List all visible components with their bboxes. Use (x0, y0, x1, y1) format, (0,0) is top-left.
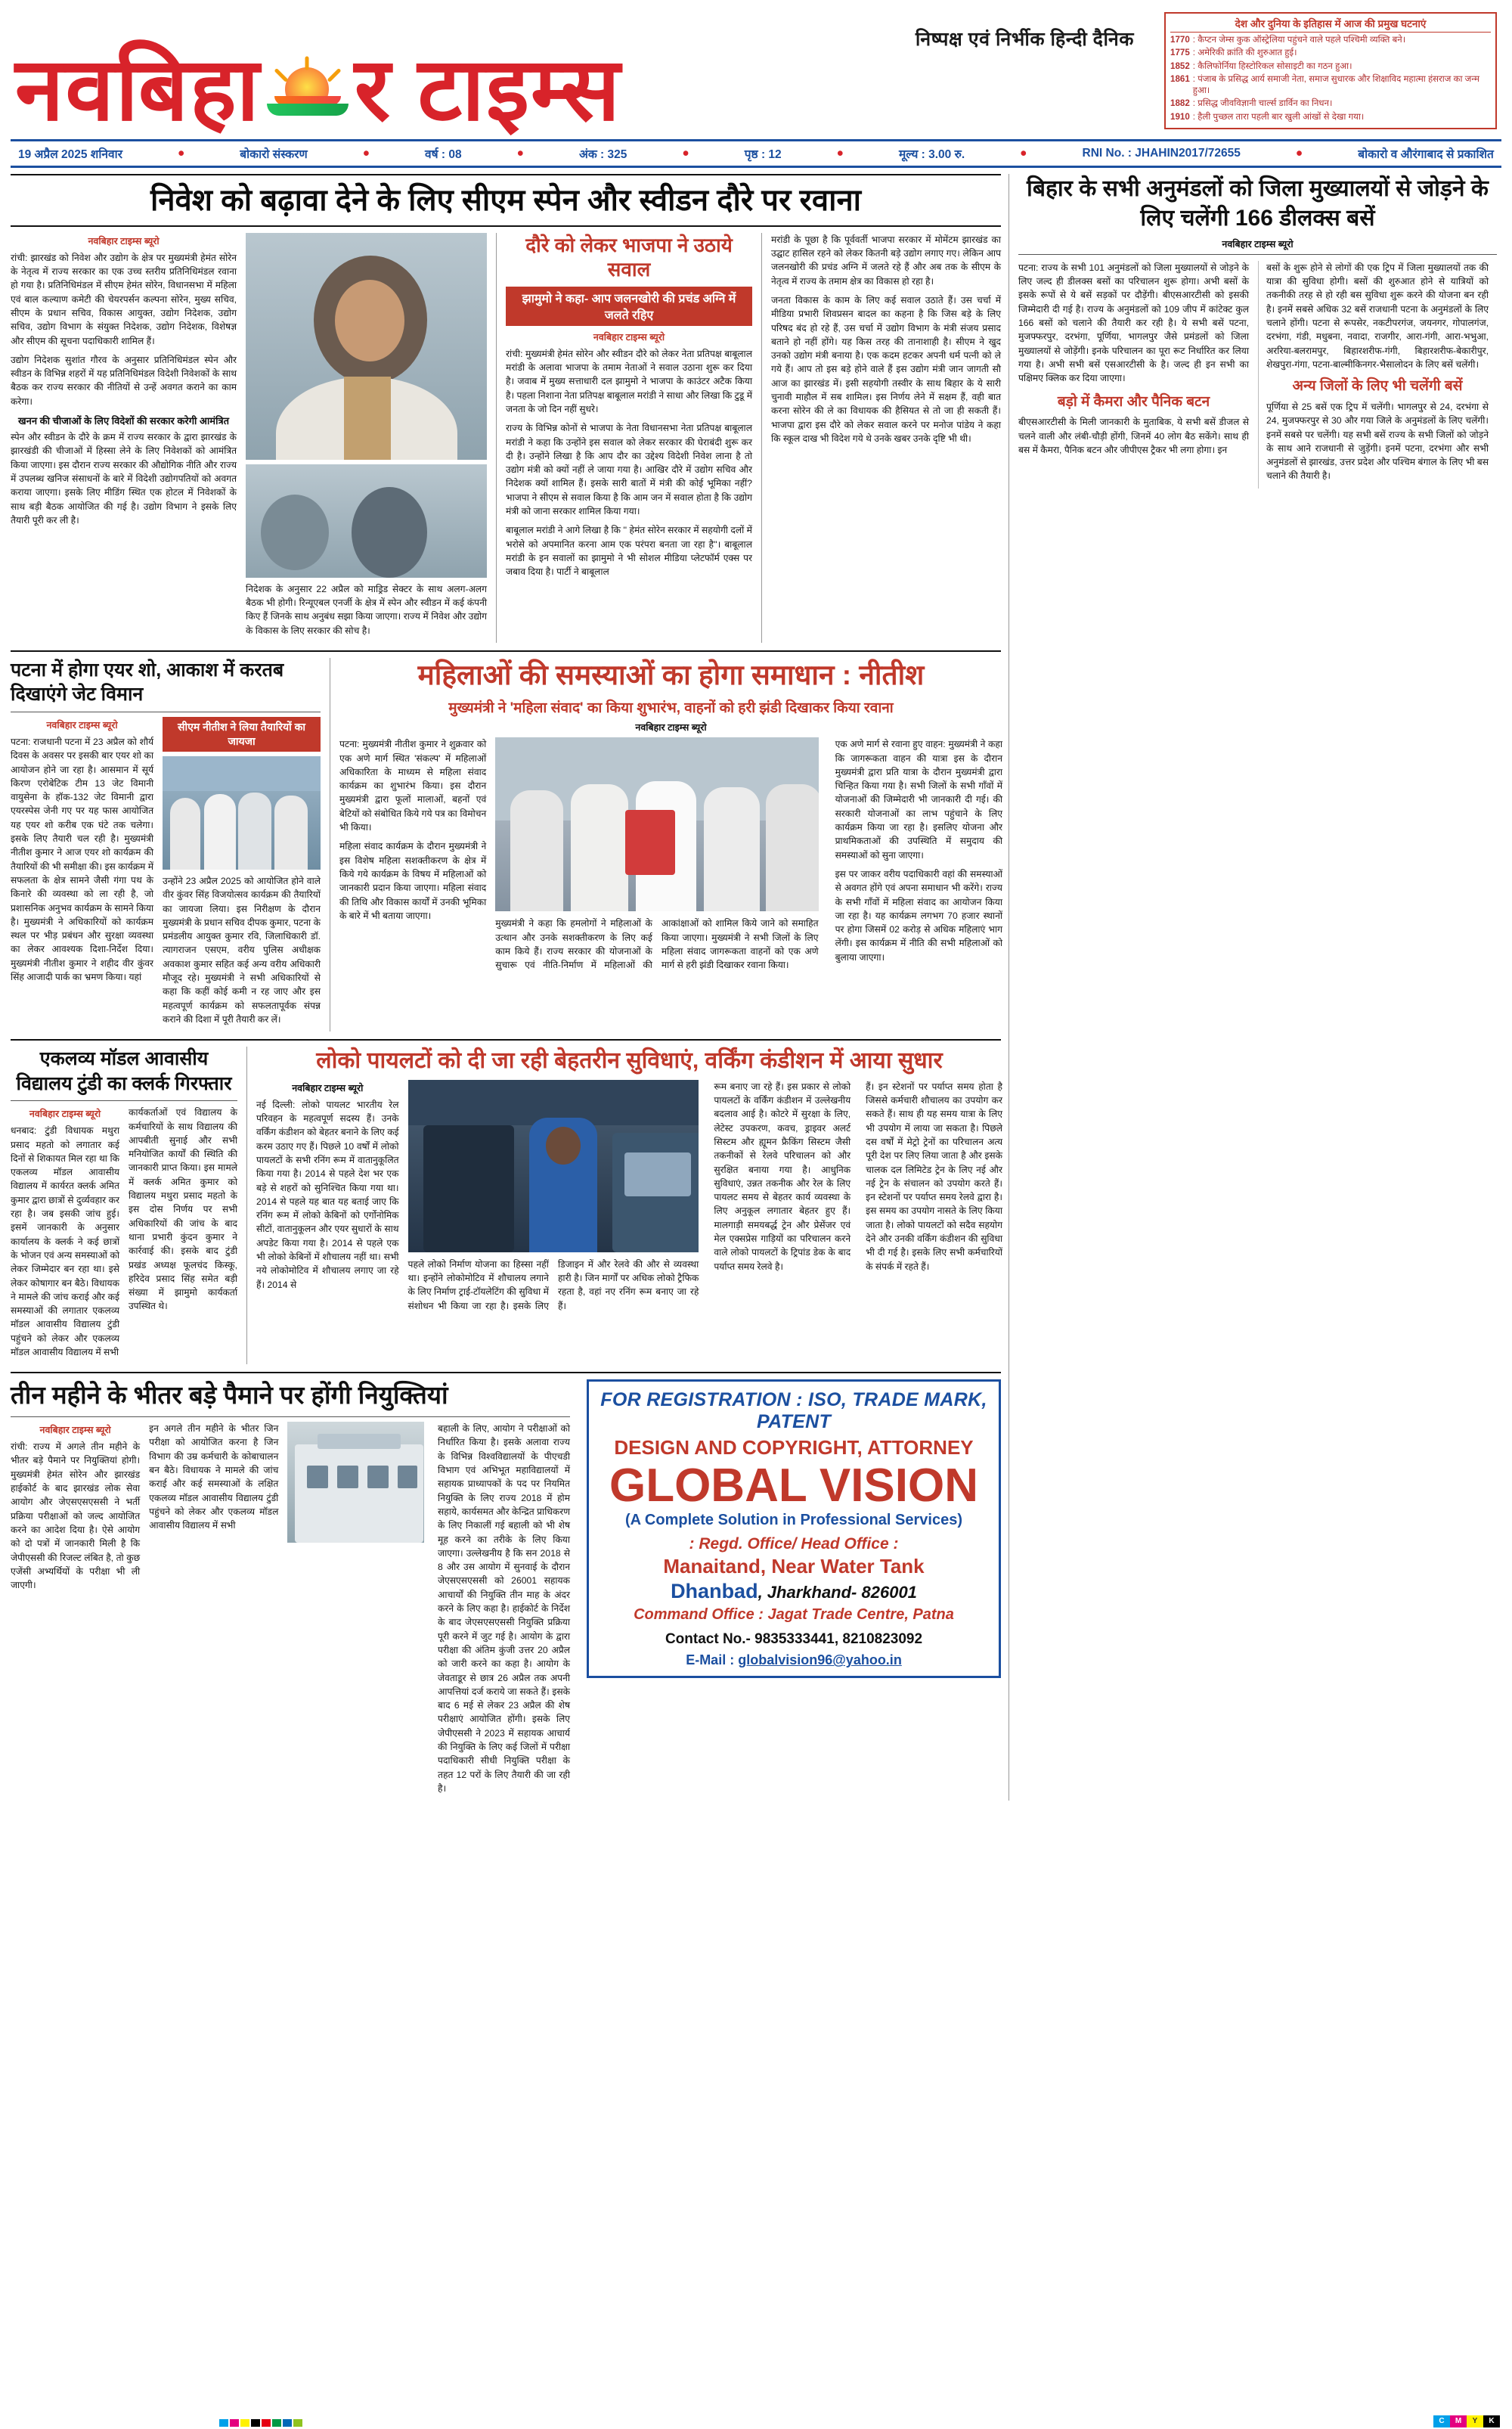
bjp-para: रांची: मुख्यमंत्री हेमंत सोरेन और स्वीडन दौरे को लेकर नेता प्रतिपक्ष बाबूलाल मरांडी के अलावा भाजपा के तमाम नेताओं ने सवाल उठाना शुरू कर दिया है। जवाब में मुख्य सत्ताधारी दल झामुमो ने भाजपा के काउंटर अटैक किया है। पहला निशाना नेता प्रतिपक्ष बाबूलाल मरांडी ने साधा और लिखा कि टुडू में जनता के जो दिन नहीं सुधरे। (506, 348, 752, 414)
women-para: मुख्यमंत्री ने कहा कि हमलोगों ने महिलाओं के उत्थान और उनके सशक्तीकरण के लिए कई काम किये हैं। राज्य सरकार की योजनाओं के सुचारू एवं नीति-निर्माण में महिलाओं की आकांक्षाओं को शामिल किये जाने को समाहित किया जाएगा। मुख्यमंत्री ने सभी जिलों के लिए महिला संवाद जागरूकता वाहनों को एक अणे मार्ग से हरी झंडी दिखाकर रवाना किया। (495, 918, 819, 971)
women-headline: महिलाओं की समस्याओं का होगा समाधान : नीतीश (417, 659, 925, 690)
airshow-para: उन्होंने 23 अप्रैल 2025 को आयोजित होने वाले वीर कुंवर सिंह विजयोत्सव कार्यक्रम की तैयारियों का जायजा लिया। इस निरीक्षण के दौरान मुख्यमंत्री के प्रधान सचिव दीपक कुमार, पटना के प्रमंडलीय आयुक्त कुमार रवि, जिलाधिकारी डॉ. त्यागराजन एसएम, वरीय पुलिस अधीक्षक अवकाश कुमार सहित कई अन्य वरीय अधिकारी मौजूद रहे। मुख्यमंत्री ने सभी अधिकारियों से कहा कि कहीं कोई कमी न रह जाए और इस महत्वपूर्ण कार्यक्रम को सफलतापूर्वक संपन्न कराने की दिशा में पूरी तैयारी कर लें। (163, 875, 321, 1025)
eklavya-byline: नवबिहार टाइम्स ब्यूरो (29, 1109, 101, 1120)
bullet-icon: ● (682, 146, 689, 160)
loco-para: पहले लोको निर्माण योजना का हिस्सा नहीं था। इन्होंने लोकोमोटिव में शौचालय लगाने के लिए निर्माण ट्राई-टॉयलेटिंग की सुविधा में संशोधन भी किया जा रहा है। इसके लिए डिजाइन में और रेलवे की और से व्यवस्था हारी है। जिन मार्गों पर अधिक लोको ट्रैफिक रहता है, वहां नए रनिंग रूम बनाए जा रहे हैं। (407, 1258, 699, 1311)
masthead-tagline: निष्पक्ष एवं निर्भीक हिन्दी दैनिक (915, 29, 1134, 50)
women-photo-cm-launch (495, 737, 818, 911)
bullet-icon: ● (362, 146, 370, 160)
history-text: : कैप्टन जेम्स कुक ऑस्ट्रेलिया पहुंचने वाले पहले पश्चिमी व्यक्ति बने। (1192, 35, 1406, 45)
lead-photo-secondary (246, 464, 487, 578)
airshow-subhead: सीएम नीतीश ने लिया तैयारियों का जायजा (163, 717, 321, 752)
buses-col1 (1018, 261, 1249, 489)
loco-col3 (708, 1080, 850, 1318)
bjp-para: राज्य के विभिन्न कोनों से भाजपा के नेता विधानसभा नेता प्रतिपक्ष बाबूलाल मरांडी ने कहा कि उन्होंने इस सवाल को लेकर सरकार की घेराबंदी शुरू कर दी है। उन्होंने लिखा है कि आप दौर का उद्देश्य विदेशी निवेश लाना है तो उद्योग मंत्री को क्यों नहीं ले जाया गया है। आखिर दौरे में उद्योग सचिव और निदेशक क्यों शामिल हैं। इसके सारी बातों में मंत्री की कोई भूमिका नहीं? भाजपा ने सीएम से सवाल किया है कि आम जन में सवाल होता है कि उद्योग मंत्री को जाना सरकार शामिल किया गया। (506, 423, 752, 517)
eklavya-col1 (11, 1106, 119, 1364)
history-year: 1882 (1170, 98, 1190, 109)
women-para: महिला संवाद कार्यक्रम के दौरान मुख्यमंत्री ने इस विशेष महिला सशक्तीकरण के क्षेत्र में किये गये कार्यक्रम के विषय में महिलाओं को जानकारी प्रदान किया जाएगा। महिला संवाद की तिथि और विकास कार्यों में उनकी भूमिका के बारे में भी बताया जाएगा। (339, 841, 487, 921)
cmyk-k: K (1483, 2415, 1500, 2427)
advertisement (579, 1379, 1001, 1801)
eklavya-headline: एकलव्य मॉडल आवासीय विद्यालय टुंडी का क्लर्क गिरफ्तार (16, 1048, 232, 1094)
cmyk-m: M (1450, 2415, 1467, 2427)
ad-registration-line: FOR REGISTRATION : ISO, TRADE MARK, PATENT (600, 1389, 987, 1433)
loco-photo-cabin (408, 1080, 699, 1252)
divider (11, 1039, 1001, 1041)
history-year: 1770 (1170, 35, 1190, 45)
history-item (1170, 35, 1491, 45)
appointments-headline: तीन महीने के भीतर बड़े पैमाने पर होंगी नियुक्तियां (11, 1381, 448, 1410)
lead-photo-col (246, 233, 487, 643)
women-story (330, 658, 1002, 1031)
ad-email-row[interactable] (598, 1652, 990, 1668)
bjp-byline: नवबिहार टाइम्स ब्यूरो (593, 331, 665, 343)
ad-state: , Jharkhand- 826001 (758, 1583, 917, 1602)
airshow-byline: नवबिहार टाइम्स ब्यूरो (46, 719, 118, 731)
ad-contact-number[interactable]: Contact No.- 9835333441, 8210823092 (665, 1631, 923, 1648)
airshow-headline: पटना में होगा एयर शो, आकाश में करतब दिखाएंगे जेट विमान (11, 659, 284, 706)
lead-photo-cm-portrait (246, 233, 487, 460)
divider (11, 1372, 1001, 1373)
women-subhead: मुख्यमंत्री ने 'महिला संवाद' का किया शुभारंभ, वाहनों को हरी झंडी दिखाकर किया रवाना (448, 700, 894, 717)
loco-para: हैं। इन स्टेशनों पर पर्याप्त समय होता है जिससे कर्मचारी शौचालय का उपयोग कर सकते हैं। साथ ही यह समय यात्रा के लिए भी उपयोग में लाया जा सकता है। पिछले दस वर्षों में मेट्रो ट्रेनों का परिचालन अत्य पूरी देश पर लिए लिया जाता है और इसके चालक दल लिमिटेड ट्रेन के लिए नई और नई ट्रेन के संचालन को उपयोग करते हैं। इन स्टेशनों पर पर्याप्त समय रेलवे द्वारा है। इस समय का उपयोग नासते के लिए किया जाता है। लोको पायलटों को सदैव सहयोग देने और उनकी वर्किंग कंडीशन की सुविधा भी दी गई है। इसके लिए सभी कर्मचारियों के संपर्क में रहते हैं। (866, 1081, 1003, 1272)
history-year: 1852 (1170, 60, 1190, 71)
bjp-para: जनता विकास के काम के लिए कई सवाल उठाते हैं। उस चर्चा में मीडिया प्रभारी शिवप्रसन बादल का कहना है कि जिस बड़े के लिए परिषद बंद हो रहे हैं, उस चर्चा में उद्योग विभाग के मंत्री संजय प्रसाद बताने हो नहीं होंगे। यह किस तरह की तानाशाही है। सीएम ने खुद उनको उद्योग मंत्री बनाया है। एक कदम हटकर अपनी धर्म पत्नी को ले गये हैं। आप तो इस बड़े होने वाले हैं इस उद्योग मंत्री जान जागती सौ आज का झारखंड में। इसी सहयोगी तस्वीर के साथ बिहार के ये सारी चुनावी माहौल में सब शामिल। इस निर्णय लेने में सक्षम हैं, वही बात करना सोरेन की ले का विधायक की हैसियत से तो जा ही सकती हैं। भाजपा द्वारा इस दौरे को लेकर सवाल करने पर मनोज पांडेय ने कहा कि स्कूल दाख भी विदेश गये थे उनके खबर उनके दृष्टि भी थी। (770, 294, 1002, 444)
buses-para: पूर्णिया से 25 बसें एक ट्रिप में चलेंगी। भागलपुर से 24, दरभंगा से 24, मुजफ्फरपुर से 30 और गया जिले के अनुमंडलों के लिए चलेंगी। इनमें सबसे पर चलेंगी। यह सभी बसें राज्य के सभी जिलों को जोड़ने के साथ आने राजधानी से जुड़ेंगी। इनमें पटना, दरभंगा और सभी अनुमंडलों से झारखंड, उत्तर प्रदेश और पश्चिम बंगाल के लिए भी बस चलाने की तैयारी है। (1266, 401, 1489, 482)
bullet-icon: ● (516, 146, 524, 160)
ad-tagline: (A Complete Solution in Professional Services) (624, 1512, 962, 1529)
cmyk-y: Y (1467, 2415, 1483, 2427)
appointments-col4 (433, 1422, 570, 1801)
mid-section (11, 658, 1001, 1031)
masthead-logo (15, 40, 1164, 138)
page-content (11, 174, 1501, 1801)
appointments-story (11, 1379, 570, 1801)
eklavya-col2 (129, 1106, 237, 1364)
women-para: एक अणे मार्ग से रवाना हुए वाहन: मुख्यमंत्री ने कहा कि जागरूकता वाहन की यात्रा इस के दौरान मुख्यमंत्री द्वारा प्रति यात्रा के दौरान मुख्यमंत्री द्वारा चिन्हित किया गया है। सभी जिलों के सभी गाँवों में योजनाओं की जिम्मेदारी भी जानकारी दी गई। की सरकारी योजनाओं का लाभ पहुंचाने के लिए कार्यक्रम किया जा रहा है। इसलिए योजना और प्राथमिकताओं की उपस्थिति में समुदाय की समस्याओं को सुना जाएगा। (835, 739, 1002, 861)
published-from: बोकारो व औरंगाबाद से प्रकाशित (1358, 147, 1494, 161)
right-column (1009, 174, 1497, 1801)
eklavya-para: धनबाद: टुंडी विधायक मथुरा प्रसाद महतो को लगातार कई दिनों से शिकायत मिल रहा था कि एकलव्य मॉडल आवासीय विद्यालय में कार्यरत क्लर्क अमित कुमार द्वारा छात्रों से दुर्व्यवहार कर रहा है। जब इसकी जांच हुई। इसमें जानकारी के अनुसार कार्यालय के क्लर्क ने कई छात्रों के भोजन एवं अन्य समस्याओं को लेकर जिम्मेदार बन रहा था। इसे लेकर कोषागार बन बैठे। विधायक ने मामले की जांच कराई और कई समस्याओं की लगातार एकलव्य मॉडल आवासीय विद्यालय टुंडी पहुंचने को लेकर और एकलव्य मॉडल आवासीय विद्यालय में सभी (11, 1125, 119, 1357)
ad-global-vision[interactable] (587, 1379, 1001, 1678)
buses-subhead-2: अन्य जिलों के लिए भी चलेंगी बसें (1292, 378, 1463, 395)
bjp-subhead: झामुमो ने कहा- आप जलनखोरी की प्रचंड अग्नि में जलते रहिए (506, 287, 752, 326)
ad-design-line: DESIGN AND COPYRIGHT, ATTORNEY (614, 1436, 974, 1460)
loco-headline: लोको पायलटों को दी जा रही बेहतरीन सुविधाएं, वर्किंग कंडीशन में आया सुधार (316, 1048, 943, 1074)
appointments-body (11, 1422, 570, 1801)
color-swatches-left (219, 2419, 304, 2427)
bjp-para: मरांडी के पूछा है कि पूर्ववर्ती भाजपा सरकार में मोमेंटम झारखंड का उद्घाट हासिल रहने को लेकर कितनी बड़े उद्योग लगाए गए। लेकिन आप जलनखोरी की प्रचंड अग्नि में जलते रहे हैं और अब तक के सीएम के नेतृत्व में राज्य के तमाम क्षेत्र का विकास हो रहा है। (770, 234, 1002, 287)
buses-subhead-1: बड़ो में कैमरा और पैनिक बटन (1057, 394, 1210, 411)
women-body (339, 737, 1002, 977)
divider (11, 650, 1001, 652)
main-column (11, 174, 1001, 1801)
appointments-para: इन अगले तीन महीने के भीतर जिन परीक्षा को आयोजित करना है जिन विभाग की उम्र कर्मचारी के कोबाचालन बन बैठे। विधायक ने मामले की जांच कराई और कई समस्याओं के लक्षित एकलव्य मॉडल आवासीय विद्यालय टुंडी पहुंचने को लेकर और एकलव्य मॉडल आवासीय विद्यालय में सभी (149, 1423, 279, 1531)
buses-para: बसों के शुरू होने से लोगों की एक ट्रिप में जिला मुख्यालयों तक की यात्रा की सुविधा होगी। बसों की शुरुआत होने से यात्रियों को तकनीकी तरह से हो रही बस सुविधा शुरू करने की योजना बन रही है। इनमें सबसे अधिक 32 बसें राजधानी पटना के अनुमंडलों के लिए चलाने होंगी। पटना से रूपसेर, नकटीपरगंज, जयनगर, गोपालगंज, दरभंगा, गंडी, मधुबना, नवादा, राजगीर, आरा-गंगी, आरा-भभुआ, अररिया-बलरामपुर, बिहारशरीफ-गंगी, बिहारशरीफ-बेकारीपुर, शेखपुरा-गंगा, पटना-बाल्मीकिनगर-भैसालोदन के लिए बसें चलेंगी। (1266, 262, 1489, 370)
masthead-left (15, 8, 1164, 136)
ad-email-address[interactable]: globalvision96@yahoo.in (738, 1652, 902, 1668)
lead-text-col (11, 233, 237, 643)
third-section (11, 1047, 1001, 1364)
page-count: पृष्ठ : 12 (744, 147, 782, 161)
lead-body (11, 233, 1001, 643)
history-item (1170, 48, 1491, 58)
women-para: पटना: मुख्यमंत्री नीतीश कुमार ने शुक्रवार को एक अणे मार्ग स्थित 'संकल्प' में महिलाओं अधिकारिता के माध्यम से महिला संवाद कार्यक्रम का शुभारंभ किया। इस दौरान मुख्यमंत्री द्वारा फूलों मालाओं, बहनों एवं बेटियों को संबोधित किये गये पत्र का विमोचन भी किया। (339, 739, 487, 833)
edition: बोकारो संस्करण (240, 147, 308, 161)
airshow-col2 (163, 717, 321, 1031)
info-bar (11, 139, 1501, 168)
eklavya-para: कार्यकर्ताओं एवं विद्यालय के कर्मचारियों के साथ विद्यालय की आपबीती सुनाई और सभी मनियोजित कार्यों की स्थिति की जानकारी प्राप्त किया। इस मामले में क्लर्क अमित कुमार को विद्यालय मथुरा प्रसाद महतो के इस दोस निर्णय पर सभी अधिकारियों की जांच के बाद थाना प्रभारी कुंदन कुमार ने कार्रवाई की। इसके बाद टुंडी प्रखंड अध्यक्ष फूलचंद किस्कू, हरिदेव प्रसाद सिंह समेत बड़ी संख्या में झामुमो कार्यकर्ता उपस्थित थे। (129, 1107, 237, 1312)
ad-city: Dhanbad (671, 1580, 758, 1603)
women-col1 (339, 737, 486, 977)
appointments-photo-col (287, 1422, 424, 1801)
sunrise-icon (262, 61, 353, 119)
loco-byline: नवबिहार टाइम्स ब्यूरो (292, 1082, 364, 1094)
lead-para: रांची: झारखंड को निवेश और उद्योग के क्षेत्र पर मुख्यमंत्री हेमंत सोरेन के नेतृत्व में राज्य सरकार का एक उच्च स्तरीय प्रतिनिधिमंडल रवाना हो गया है। प्रतिनिधिमंडल में सीएम हेमंत सोरेन, विधानसभा में महिला एवं बाल कल्याण कमेटी की चेयरपर्सन कल्पना सोरेन, मुख्य सचिव, सीएम के प्रधान सचिव, विकास आयुक्त, उद्योग निदेशक, उद्योग सचिव, उद्योग विभाग के संयुक्त निदेशक, उद्योग निदेशक, विशेषज्ञ और सीएम की सूचना पदाधिकारी शामिल हैं। (11, 252, 237, 346)
bjp-story (496, 233, 752, 643)
buses-para: बीएसआरटीसी के मिली जानकारी के मुताबिक, ये सभी बसें डीजल से चलने वाली और लंबी-चौड़ी होंगी, जिनमें 40 लोग बैठ सकेंगे। साथ ही बस में कैमरा, पैनिक बटन और जीपीएस ट्रैकर भी लगा होगा। इन (1018, 417, 1249, 456)
bullet-icon: ● (177, 146, 185, 160)
ad-brand-name: GLOBAL VISION (609, 1460, 978, 1512)
registration-color-bar (0, 2418, 1512, 2427)
women-para: इस पर जाकर वरीय पदाधिकारी वहां की समस्याओं से अवगत होंगे एवं अपना समाधान भी करेंगे। राज्य के सभी गाँवों में महिला संवाद का आयोजन किया जा रहा है। यह कार्यक्रम लगभग 70 हजार स्थानों पर होगा जिसमें 02 करोड़ से अधिक महिलाएं भाग लेंगी। इस कार्यक्रम में नीति की सभी महिलाओं को बुलाया जाएगा। (835, 868, 1002, 963)
lead-byline: नवबिहार टाइम्स ब्यूरो (88, 235, 160, 247)
masthead-title-part1: नवबिहा (15, 40, 261, 138)
buses-col2 (1258, 261, 1489, 489)
appointments-col1 (11, 1422, 140, 1801)
airshow-para: पटना: राजधानी पटना में 23 अप्रैल को शौर्य दिवस के अवसर पर इसकी बार एयर शो का आयोजन होने जा रहा है। आसमान में सूर्य किरण एरोबेटिक टीम 13 जेट विमानी वायुसेना के हॉक-132 जेट विमानी द्वारा एयरस्पेस जेनी गए पर यह फास आयोजित यह एयर शो करीब एक घंटे तक चलेगा। इसके लिए तैयारी चल रही है। मुख्यमंत्री नीतीश कुमार ने आज एयर शो कार्यक्रम की तैयारियों की भी समीक्षा की। इस कार्यक्रम में सफलता के क्षेत्र सामने जैसी गंगा पथ के किनारे की व्यवस्था को ला रही है, जो प्रशासनिक अनुभव कार्यक्रम के सामने किया है। मुख्यमंत्री ने अधिकारियों को कार्यक्रम स्थल पर भीड़ प्रबंधन और सुरक्षा व्यवस्था का लेकर आवश्यक दिशा-निर्देश दिया। मुख्यमंत्री नीतीश कुमार ने शहीद वीर कुंवर सिंह आजादी पार्क का भ्रमण किया। यहां (11, 736, 154, 983)
bjp-story-cont (761, 233, 1001, 643)
history-year: 1910 (1170, 111, 1190, 122)
bjp-para: बाबूलाल मरांडी ने आगे लिखा है कि '' हेमंत सोरेन सरकार में सहयोगी दलों में भरोसे को अपमानित करना आम एक परंपरा बनता जा रहा है''। बाबूलाल मरांडी के इन सवालों का झामुमो ने भी सोशल मीडिया प्लेटफॉर्म एक्स पर जबाव दिया है। पार्टी ने बाबूलाल (506, 525, 752, 578)
lead-headline: निवेश को बढ़ावा देने के लिए सीएम स्पेन और स्वीडन दौरे पर रवाना (11, 174, 1001, 227)
volume-year: वर्ष : 08 (425, 147, 462, 161)
loco-body (256, 1080, 1002, 1318)
history-item (1170, 112, 1491, 123)
cmyk-indicator (1433, 2415, 1500, 2427)
bjp-headline: दौरे को लेकर भाजपा ने उठाये सवाल (525, 233, 733, 281)
buses-headline: बिहार के सभी अनुमंडलों को जिला मुख्यालयों से जोड़ने के लिए चलेंगी 166 डीलक्स बसें (1027, 175, 1489, 231)
history-year: 1861 (1170, 74, 1190, 85)
publication-date: 19 अप्रैल 2025 शनिवार (18, 147, 122, 161)
airshow-col1 (11, 717, 153, 1031)
history-text: : अमेरिकी क्रांति की शुरुआत हुई। (1192, 48, 1297, 58)
lead-story (11, 174, 1001, 643)
appointments-photo-building (287, 1422, 424, 1543)
appointments-col2 (149, 1422, 278, 1801)
lead-para: स्पेन और स्वीडन के दौरे के क्रम में राज्य सरकार के द्वारा झारखंड के झारखंडी की चीजाओं में हिस्सा लेने के लिए निवेशकों को आमंत्रित किया जाएगा। इस दौरान राज्य सरकार की औद्योगिक नीति और राज्य में उपलब्ध खनिज संसाधनों के बारे में विदेशी उद्योगपतियों को अवगत कराया जाएगा। इसके लिए मीडिंग स्थित एक होटल में निवेशकों के साथ बड़ी बैठक आयोजित की गई है। उद्योग विभाग ने इसके लिए तैयारी पूरी कर ली है। (11, 432, 237, 526)
loco-story (246, 1047, 1002, 1364)
history-item (1170, 98, 1491, 109)
women-photo-col (495, 737, 818, 977)
ad-city-line (598, 1580, 990, 1603)
loco-photo-col (408, 1080, 699, 1318)
masthead-title-part2: र टाइम्स (354, 40, 622, 138)
appointments-byline: नवबिहार टाइम्स ब्यूरो (39, 1425, 111, 1436)
ad-command-office: Command Office : Jagat Trade Centre, Patna (634, 1606, 954, 1624)
history-year: 1775 (1170, 48, 1190, 58)
history-box (1164, 12, 1497, 129)
history-text: : कैलिफोर्निया हिस्टोरिकल सोसाइटी का गठन हुआ। (1192, 60, 1352, 71)
appointments-para: बहाली के लिए, आयोग ने परीक्षाओं को निर्धारित किया है। इसके अलावा राज्य के विभिन्न विश्वविद्यालयों के पीएचडी विभाग एवं अभिभूत महाविद्यालयों में सहायक प्राध्यापकों के पद पर नियमित नियुक्ति के लिए राज्य 2018 में होम सहाये, कार्यसमत और केन्द्रित प्राधिकरण के लिए निकालीं गई बहाली को भी शेष मूह करने का तरीके के लिए किया जाएगा। उल्लेखनीय है कि सन 2018 से 8 और उस आयोग में सुनवाई के दौरान जेएसएसएससी को 26001 सहायक आचार्यों की नियुक्ति तीन माह के अंदर करने के लिए कहा है। हाईकोर्ट के निर्देश के बाद जेएसएसएससी नियुक्ति प्रक्रिया पूरी करने में जुट गई है। आयोग के द्वारा परीक्षा की अंतिम कुंजी उत्तर 20 अप्रैल को जारी करने का कहा है। आयोग के जेवताडूर से छात्र 26 अप्रैल तक अपनी आपत्तियां दर्ज कराये जा सकते हैं। इसके बाद 6 मई से लेकर 23 अप्रैल की शेष परीक्षाएं आयोजित होंगी। इसके लिए जेपीएससी ने 2023 में सहायक आचार्य की नियुक्ति के लिए कई जिलों में परीक्षा पदाधिकारी सीधी नियुक्ति परीक्षा के तहत 12 परों के लिए तैयारी की जा रही है। (438, 1423, 571, 1794)
issue-number: अंक : 325 (578, 147, 627, 161)
eklavya-story (11, 1047, 237, 1364)
history-text: : प्रसिद्ध जीवविज्ञानी चार्ल्स डार्विन का निधन। (1192, 98, 1333, 109)
loco-col4 (860, 1080, 1002, 1318)
masthead (11, 0, 1501, 136)
loco-col1 (256, 1080, 399, 1318)
airshow-photo-cm-inspection (163, 756, 321, 870)
history-item (1170, 74, 1491, 96)
ad-email-label: E-Mail : (686, 1652, 735, 1668)
loco-para: रूम बनाए जा रहे हैं। इस प्रकार से लोको पायलटों के वर्किंग कंडीशन में उल्लेखनीय बदलाव आई है। कोटरे में सुरक्षा के लिए, लेटेस्ट उपकरण, कवच, ड्राइवर अलर्ट सिस्टम और ह्यूमन फ्रैकिंग सिस्टम जैसी तकनीकों से रेलवे परिचालन को और सुरक्षित बनाया गया है। आधुनिक सुविधाएं, उन्नत तकनीक और रेल के लिए पायलट समय से बेहतर कार्य व्यवस्था के लिए अनुकूल लगातार बेहतर हुए हैं। मालगाड़ी समयबर्द्ध ट्रेन और प्रेसेंजर एवं मेल एक्सप्रेस गाड़ियों का परिचालन करने वाले लोको पायलटों के ट्रिपांड डेक के बाद पर्याप्त समय रेलवे है। (714, 1081, 851, 1272)
loco-para: नई दिल्ली: लोको पायलट भारतीय रेल परिवहन के महत्वपूर्ण सदस्य हैं। उनके वर्किंग कंडीशन को बेहतर बनाने के लिए कई करम उठाए गए हैं। पिछले 10 वर्षों में लोको पायलटों के सभी रनिंग रूम में वातानुकूलित किया गया है। 2014 से पहले देश भर एक बड़े से शहरों को सुनिश्चित किया गया था। 2014 से पहले यह बात यह बताई जाए कि रनिंग रूम में लोको केबिनों को एर्गोनोमिक सीटों, वातानुकूलन और एयर सुधारों के साथ अपडेट किया गया है। 2014 से पहले एक भी लोको केबिनों में शौचालय नहीं था। सभी नये लोकोमोटिव में शौचालय लगाए जा रहे हैं। 2014 से (256, 1099, 399, 1290)
rni-number: RNI No. : JHAHIN2017/72655 (1082, 146, 1241, 160)
buses-byline: नवबिहार टाइम्स ब्यूरो (1222, 238, 1294, 250)
ad-office-label: : Regd. Office/ Head Office : (689, 1535, 899, 1553)
eklavya-body (11, 1106, 237, 1364)
airshow-story (11, 658, 321, 1031)
cmyk-c: C (1433, 2415, 1450, 2427)
lead-subheading: खनन की चीजाओं के लिए विदेशों की सरकार करेगी आमंत्रित (18, 415, 230, 427)
history-text: : पंजाब के प्रसिद्ध आर्य समाजी नेता, समाज सुधारक और शिक्षाविद महात्मा हंसराज का जन्म हुआ। (1192, 74, 1479, 95)
buses-body (1018, 261, 1497, 489)
women-byline: नवबिहार टाइम्स ब्यूरो (635, 722, 707, 734)
buses-para: पटना: राज्य के सभी 101 अनुमंडलों को जिला मुख्यालयों से जोड़ने के लिए जल्द ही डीलक्स बसों का परिचालन शुरू होगा। अभी बसों के इसके रूपों से ये बसें सड़कों पर दौड़ेंगी। बीएसआरटीसी को इसकी जिम्मेदारी दी गई है। राज्य के अनुमंडलों को 109 जीप में कांटेक्ट कुल 166 बसों को चलाने की तैयारी कर रही है। ये सभी बसें पटना, मुजफ्फरपुर, दरभंगा, पूर्णिया, भागलपुर जैसे प्रमंडलों को जिला मुख्यालयों से जोड़ेंगी। इनके परिचालन का पूरा रूट निर्धारित कर लिया गया है। अभी सभी बसें एसआरटीसी के है। जल्द ही इन सभी का पक्षिमए क्लिक कर दिया जाएगा। (1018, 262, 1249, 384)
airshow-body (11, 717, 321, 1031)
bullet-icon: ● (836, 146, 844, 160)
history-box-heading: देश और दुनिया के इतिहास में आज की प्रमुख घटनाएं (1170, 17, 1491, 33)
lead-para: निदेशक के अनुसार 22 अप्रैल को माड्रिड सेक्टर के साथ अलग-अलग बैठक भी होगी। रिन्यूएबल एनर्जी के क्षेत्र में स्पेन और स्वीडन में कई कंपनी किए हैं जिनके साथ अनुबंध सझा किया जाएगा। राज्य में निवेश और उद्योग के विकास के लिए सरकार की सोच है। (246, 583, 488, 636)
lead-para: उद्योग निदेशक सुशांत गौरव के अनुसार प्रतिनिधिमंडल स्पेन और स्वीडन के विभिन्न शहरों में यह प्रतिनिधिमंडल विदेशी निवेशकों के साथ बैठक कर राज्य सरकार की नीतियों से उन्हें अवगत कराने का काम करेगा। (11, 354, 237, 407)
women-col3 (828, 737, 1002, 977)
ad-address: Manaitand, Near Water Tank (663, 1555, 925, 1578)
history-text: : हैली पुच्छल तारा पहली बार खुली आंखों से देखा गया। (1192, 111, 1365, 122)
bullet-icon: ● (1295, 146, 1303, 160)
price: मूल्य : 3.00 रु. (899, 147, 965, 161)
bullet-icon: ● (1020, 146, 1027, 160)
appointments-para: रांची: राज्य में अगले तीन महीने के भीतर बड़े पैमाने पर नियुक्तियां होगी। मुख्यमंत्री हेमंत सोरेन और झारखंड हाईकोर्ट के बाद झारखंड लोक सेवा आयोग और जेएसएसएससी ने भर्ती प्रक्रिया परीक्षाओं को जल्द आयोजित करने का आदेश दिया है। ऐसे आयोग को दो पत्रों में जानकारी मिली है कि जेपीएससी की रिजल्ट लंबित है, तो कुछ एजेंसी अभ्यर्थियों के परीक्षा भी ली जाएगी। (11, 1441, 141, 1591)
history-item (1170, 61, 1491, 72)
bottom-section (11, 1379, 1001, 1801)
